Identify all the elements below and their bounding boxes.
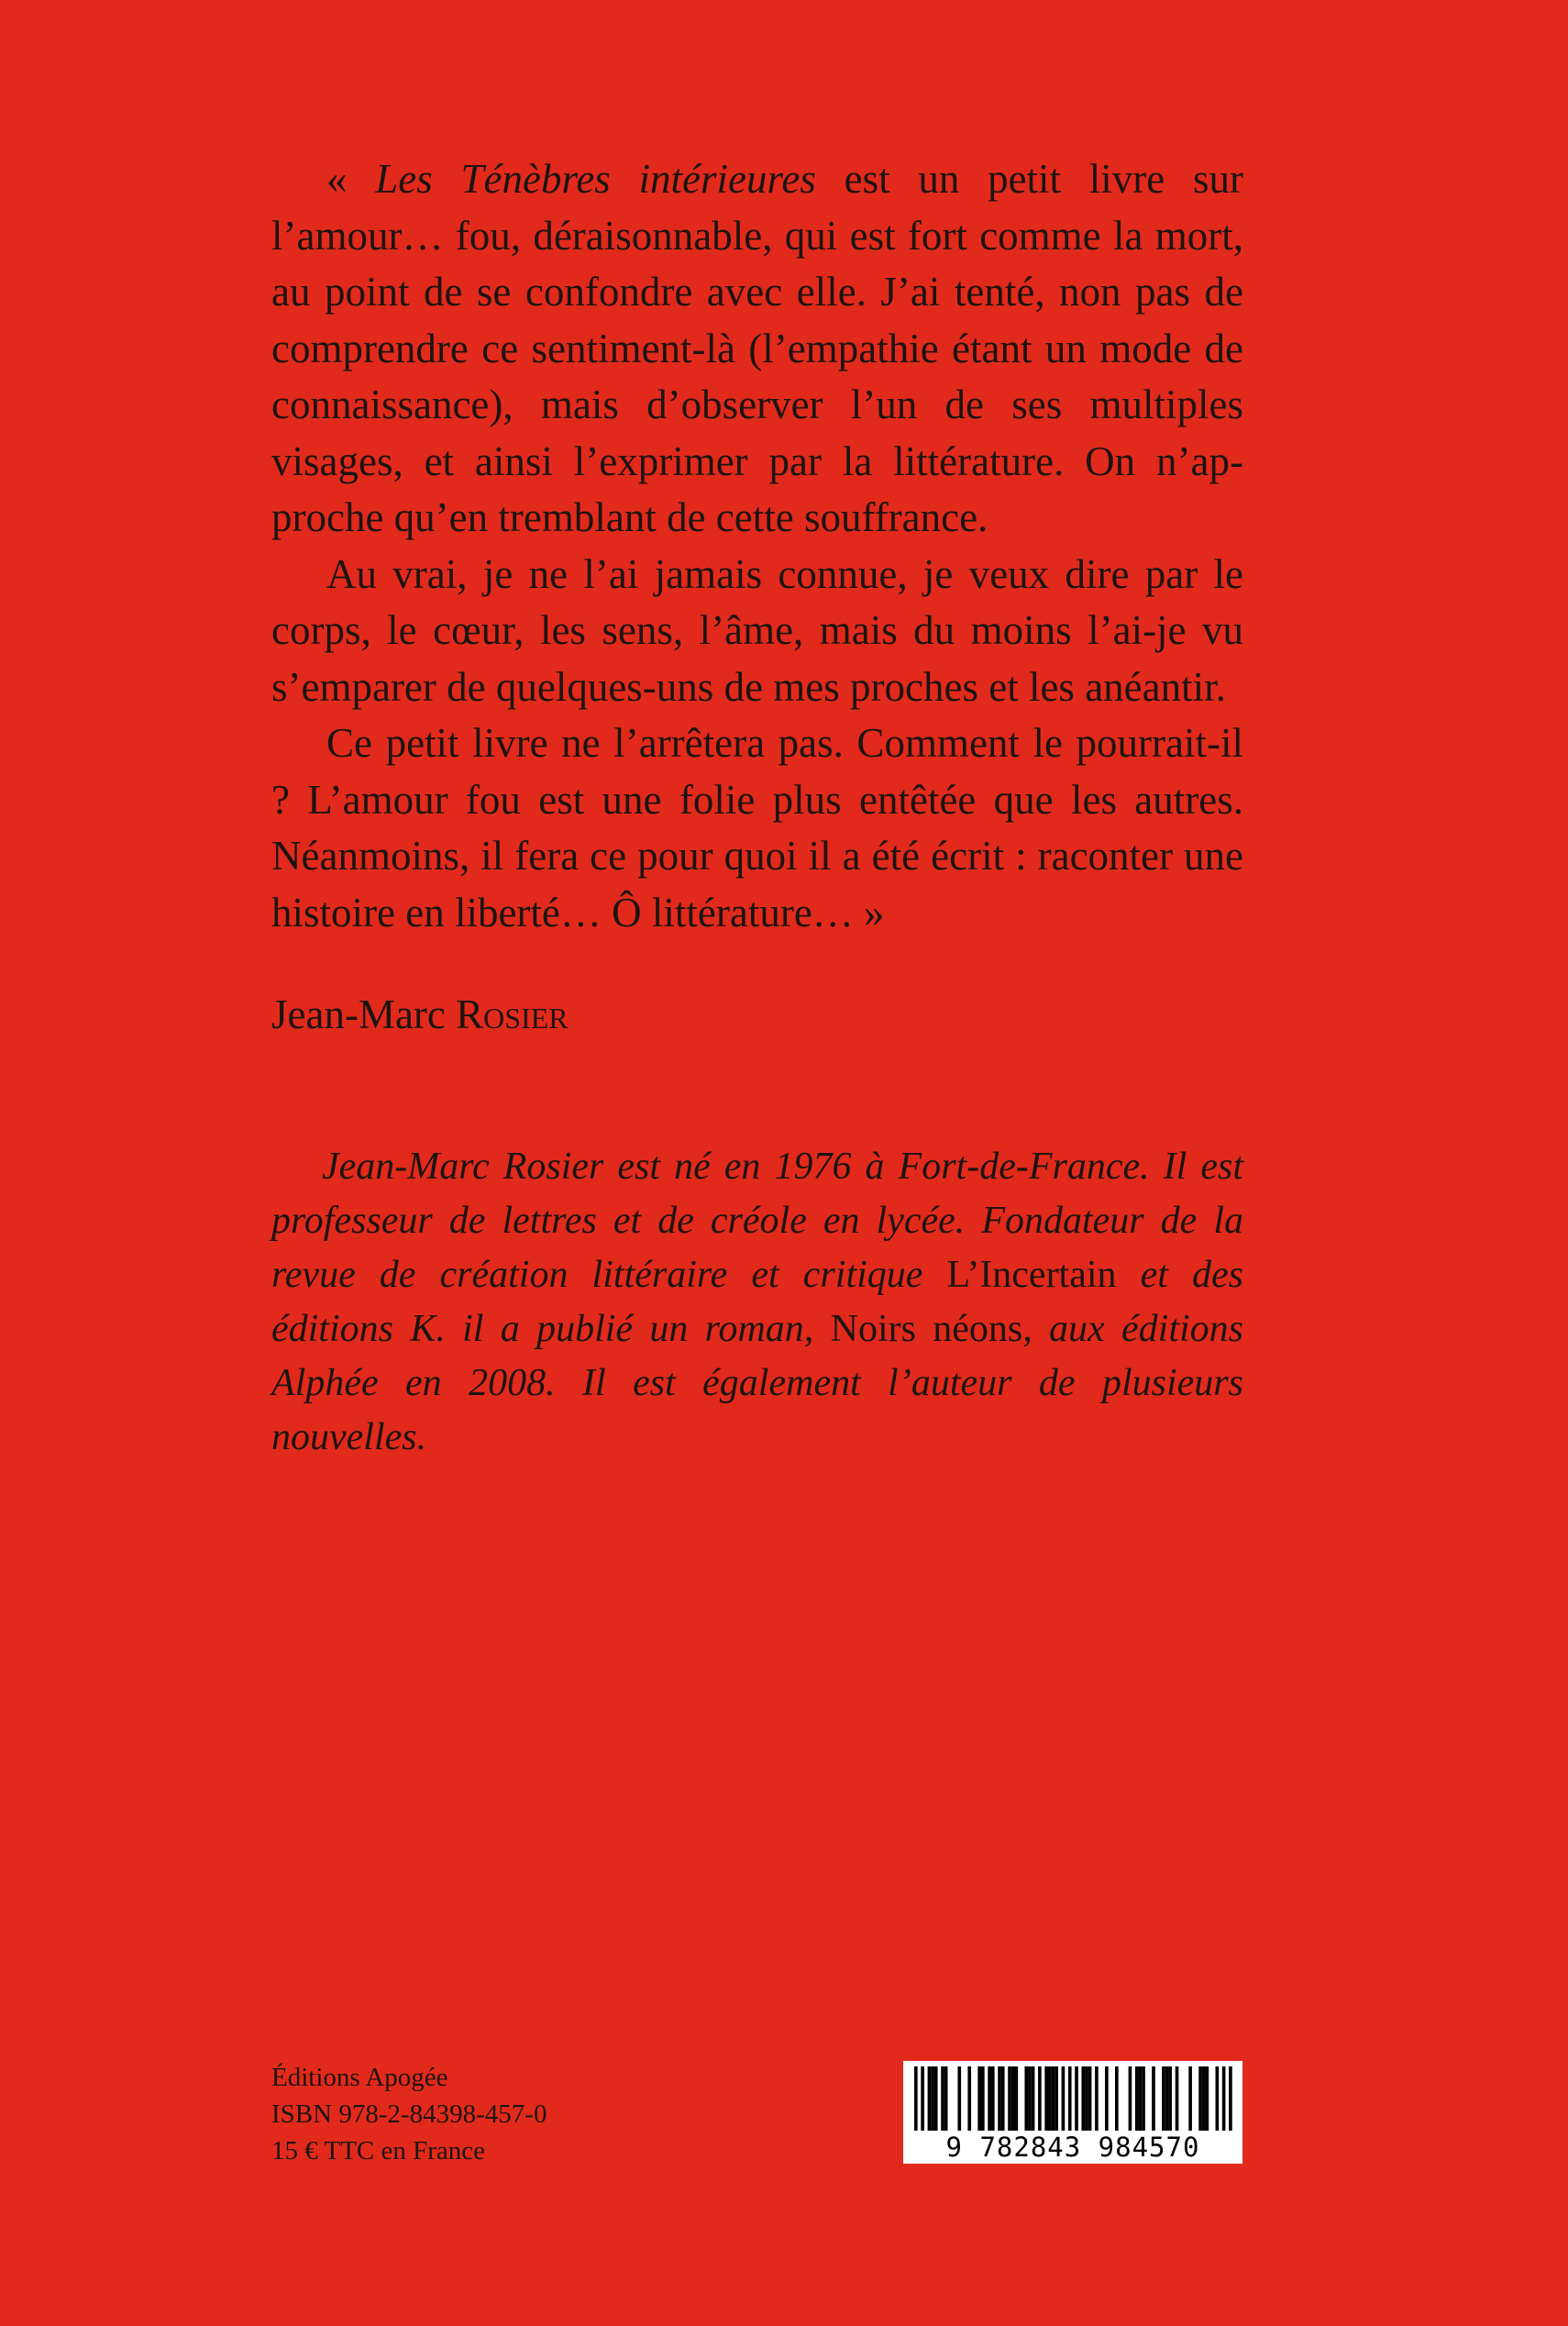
barcode-bar (1095, 2066, 1099, 2131)
price: 15 € TTC en France (271, 2136, 486, 2165)
barcode-bar (1105, 2066, 1109, 2131)
barcode-bar (957, 2066, 961, 2131)
barcode-digits: 9 782843 984570 (945, 2132, 1200, 2163)
barcode-bar (941, 2066, 944, 2131)
barcode-bar (1222, 2066, 1226, 2131)
barcode-bar (967, 2066, 971, 2131)
blurb-paragraph-1-text: est un petit livre sur l’amour… fou, déraisonnable, qui est fort comme la mort, au point de se confondre avec elle. J’ai tenté, non pas de comprendre ce sentiment-là (l’empathie étant un mode de connaissance), mais d’observer l’un de ses multiples visages, et ainsi l’exprimer par la littérature. On n’approche qu’en tremblant de cette souffrance. (271, 156, 1244, 540)
bio-part-2: et des éditions K. il a publié un roman, (271, 1254, 1244, 1350)
barcode-bar (931, 2066, 934, 2131)
barcode-bar (977, 2066, 981, 2131)
barcode-bar (1129, 2066, 1132, 2131)
barcode-bar (1075, 2066, 1078, 2131)
barcode-bar (1085, 2066, 1088, 2131)
novel-title: Noirs néons (830, 1308, 1023, 1350)
barcode-bar (1001, 2066, 1005, 2131)
barcode-bar (991, 2066, 995, 2131)
barcode-bar (928, 2066, 932, 2131)
barcode-bar (1008, 2066, 1011, 2131)
isbn: ISBN 978-2-84398-457-0 (271, 2099, 547, 2129)
barcode-bar (1082, 2066, 1086, 2131)
blurb-paragraph-2: Au vrai, je ne l’ai jamais connue, je veux dire par le corps, le cœur, les sens, l’âme, mais du moins l’ai-je vu s’emparer de quelques-uns de mes proches et les anéantir. (271, 550, 1243, 710)
barcode-bar (1028, 2066, 1032, 2131)
barcode-bar (1176, 2066, 1179, 2131)
barcode-bar (1115, 2066, 1119, 2131)
author-signature (271, 987, 1243, 1044)
open-quote: « (326, 156, 376, 202)
blurb-paragraph-3: Ce petit livre ne l’arrêtera pas. Comment le pourrait-il ? L’amour fou est une folie plus entêtée que les autres. Néanmoins, il fera ce pour quoi il a été écrit : raconter une histoire en liberté… Ô littérature… » (271, 720, 1243, 936)
barcode-bar (914, 2066, 918, 2131)
barcode-bar (1024, 2066, 1028, 2131)
barcode-bar (1055, 2066, 1058, 2131)
barcode-bar (1162, 2066, 1165, 2131)
publisher-info (271, 2059, 547, 2169)
barcode-bar (1139, 2066, 1143, 2131)
barcode-bar (988, 2066, 991, 2131)
barcode-bar (934, 2066, 938, 2131)
barcode-bar (1188, 2066, 1192, 2131)
barcode-bar (1068, 2066, 1072, 2131)
publisher-name: Éditions Apogée (271, 2063, 448, 2092)
barcode-bar (1011, 2066, 1015, 2131)
bio-part-1: Jean-Marc Rosier est né en 1976 à Fort-de-France. Il est professeur de lettres et de créole en lycée. Fondateur de la revue de création littéraire et critique (271, 1146, 1243, 1296)
barcode-bar (1152, 2066, 1155, 2131)
blurb-paragraph-1 (271, 151, 1243, 547)
barcode-bar (1135, 2066, 1139, 2131)
isbn-barcode (903, 2061, 1242, 2164)
barcode-bar (1142, 2066, 1145, 2131)
barcode-bar (1229, 2066, 1232, 2131)
barcode-bar (1032, 2066, 1035, 2131)
barcode-bar (1216, 2066, 1220, 2131)
barcode-bar (1088, 2066, 1092, 2131)
signature-last-name: Rosier (456, 991, 569, 1037)
barcode-bar (1168, 2066, 1172, 2131)
back-cover-blurb (271, 151, 1243, 1044)
barcode-bar (944, 2066, 948, 2131)
barcode-bar (1206, 2066, 1209, 2131)
barcode-bar (921, 2066, 924, 2131)
review-title: L’Incertain (946, 1254, 1117, 1296)
barcode-bar (1052, 2066, 1055, 2131)
barcode-bar (1038, 2066, 1042, 2131)
barcode-bar (981, 2066, 985, 2131)
barcode-bar (1202, 2066, 1206, 2131)
barcode-bar (1044, 2066, 1048, 2131)
bio-paragraph (271, 1140, 1243, 1465)
barcode-bar (1165, 2066, 1169, 2131)
barcode-bar (998, 2066, 1001, 2131)
barcode-bar (1198, 2066, 1202, 2131)
barcode-bar (1062, 2066, 1066, 2131)
book-title: Les Ténèbres intérieures (375, 156, 816, 202)
author-biography (271, 1140, 1243, 1465)
barcode-bar (1048, 2066, 1052, 2131)
bio-part-3: , aux éditions Alphée en 2008. Il est également l’auteur de plusieurs nouvelles. (271, 1308, 1244, 1458)
signature-first-name: Jean-Marc (271, 991, 457, 1037)
barcode-bar (1015, 2066, 1019, 2131)
